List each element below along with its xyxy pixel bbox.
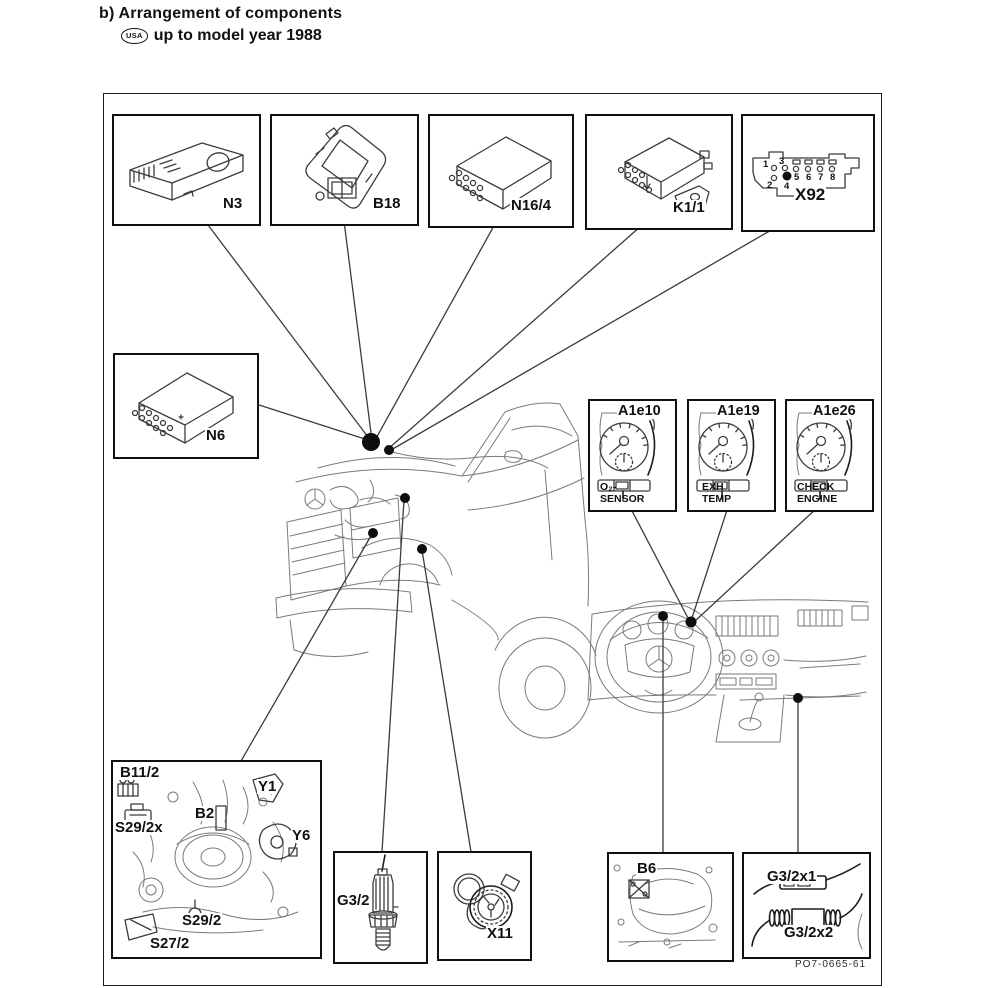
page-subtitle-text: up to model year 1988 — [153, 27, 322, 44]
component-box-n16-4 — [428, 114, 574, 228]
x92-pin-1: 1 — [763, 159, 769, 170]
n16-4-label: N16/4 — [511, 197, 552, 214]
x92-pin-3: 3 — [779, 156, 785, 167]
component-box-n6 — [113, 353, 259, 459]
a1e19-label: A1e19 — [717, 403, 760, 419]
g3-2x2-label: G3/2x2 — [784, 924, 834, 941]
x92-pin-8: 8 — [830, 172, 836, 183]
a1e19-caption-line2: TEMP — [702, 493, 732, 505]
figure-part-number: PO7-0665-61 — [795, 959, 867, 970]
component-box-engine-bay — [111, 760, 322, 959]
a1e10-caption-line1: O₂- — [600, 481, 617, 493]
a1e26-caption-line2: ENGINE — [797, 493, 838, 505]
b11-2-label: B11/2 — [120, 764, 160, 781]
a1e10-caption-line2: SENSOR — [600, 493, 645, 505]
s27-2-label: S27/2 — [150, 935, 190, 952]
b6-illustration — [609, 854, 728, 956]
page-title: b) Arrangement of components — [99, 5, 343, 22]
b6-label: B6 — [637, 860, 657, 877]
g3-2-label: G3/2 — [337, 892, 370, 909]
b18-label: B18 — [373, 195, 401, 212]
n6-illustration — [115, 355, 253, 453]
component-box-k1-1 — [585, 114, 733, 230]
x92-pin-6: 6 — [806, 172, 812, 183]
usa-badge: USA — [121, 28, 148, 44]
a1e10-label: A1e10 — [618, 403, 661, 419]
n6-label: N6 — [206, 427, 226, 444]
k1-1-label: K1/1 — [673, 199, 705, 216]
b2-label: B2 — [195, 805, 215, 822]
x92-illustration — [743, 116, 869, 226]
component-box-x11 — [437, 851, 532, 961]
x92-pin-2: 2 — [767, 180, 773, 191]
x92-label: X92 — [795, 185, 826, 204]
y6-label: Y6 — [292, 827, 311, 844]
y1-label: Y1 — [258, 778, 277, 795]
g3-2x1-label: G3/2x1 — [767, 868, 817, 885]
a1e26-caption-line1: CHECK — [797, 481, 835, 493]
component-box-x92 — [741, 114, 875, 232]
x92-pin-5: 5 — [794, 172, 800, 183]
page-subtitle — [121, 27, 322, 45]
s29-2-label: S29/2 — [182, 912, 222, 929]
x92-pin-4: 4 — [784, 181, 790, 192]
component-box-b6 — [607, 852, 734, 962]
a1e19-caption-line1: EXH — [702, 481, 724, 493]
n3-label: N3 — [223, 195, 243, 212]
k1-1-illustration — [587, 116, 727, 224]
x11-label: X11 — [487, 925, 513, 942]
s29-2x-label: S29/2x — [115, 819, 163, 836]
a1e26-label: A1e26 — [813, 403, 856, 419]
x92-pin-7: 7 — [818, 172, 824, 183]
